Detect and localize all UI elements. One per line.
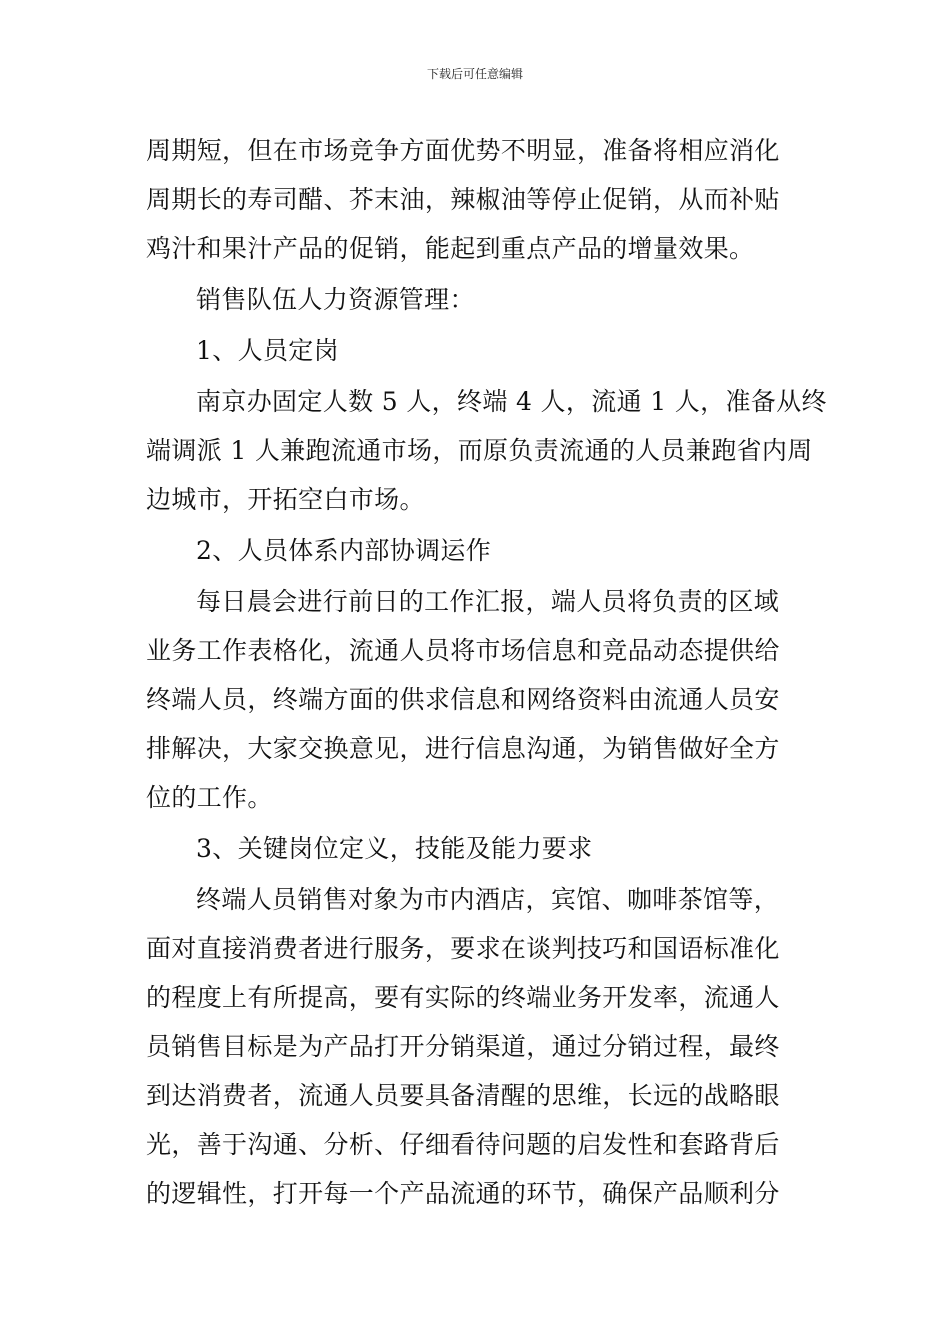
page-header: 下载后可任意编辑 bbox=[426, 67, 523, 81]
text-line: 周期长的寿司醋、芥末油，辣椒油等停止促销，从而补贴 bbox=[146, 185, 780, 214]
text-line: 排解决，大家交换意见，进行信息沟通，为销售做好全方 bbox=[146, 734, 780, 763]
subsection-heading: 1、人员定岗 bbox=[196, 336, 340, 365]
text-line: 每日晨会进行前日的工作汇报，端人员将负责的区域 bbox=[196, 587, 780, 616]
text-line: 的逻辑性，打开每一个产品流通的环节，确保产品顺利分 bbox=[146, 1179, 780, 1208]
text-line: 终端人员销售对象为市内酒店，宾馆、咖啡茶馆等， bbox=[196, 885, 780, 914]
text-line: 的程度上有所提高，要有实际的终端业务开发率，流通人 bbox=[146, 983, 780, 1012]
text-line: 鸡汁和果汁产品的促销，能起到重点产品的增量效果。 bbox=[146, 234, 755, 263]
text-line: 面对直接消费者进行服务，要求在谈判技巧和国语标准化 bbox=[146, 934, 780, 963]
text-line: 终端人员，终端方面的供求信息和网络资料由流通人员安 bbox=[146, 685, 780, 714]
text-line: 边城市，开拓空白市场。 bbox=[146, 485, 425, 514]
text-line: 业务工作表格化，流通人员将市场信息和竞品动态提供给 bbox=[146, 636, 780, 665]
subsection-heading: 2、人员体系内部协调运作 bbox=[196, 536, 492, 565]
document-body bbox=[146, 126, 827, 1218]
text-line: 光，善于沟通、分析、仔细看待问题的启发性和套路背后 bbox=[146, 1130, 780, 1159]
text-line: 周期短，但在市场竞争方面优势不明显，准备将相应消化 bbox=[146, 136, 780, 165]
subsection-heading: 3、关键岗位定义，技能及能力要求 bbox=[196, 834, 593, 863]
text-line: 位的工作。 bbox=[146, 783, 273, 812]
text-line: 到达消费者，流通人员要具备清醒的思维，长远的战略眼 bbox=[146, 1081, 780, 1110]
section-heading: 销售队伍人力资源管理： bbox=[196, 285, 475, 314]
text-line: 端调派 1 人兼跑流通市场，而原负责流通的人员兼跑省内周 bbox=[146, 436, 813, 465]
text-line: 员销售目标是为产品打开分销渠道，通过分销过程，最终 bbox=[146, 1032, 780, 1061]
text-line: 南京办固定人数 5 人，终端 4 人，流通 1 人，准备从终 bbox=[196, 387, 827, 416]
